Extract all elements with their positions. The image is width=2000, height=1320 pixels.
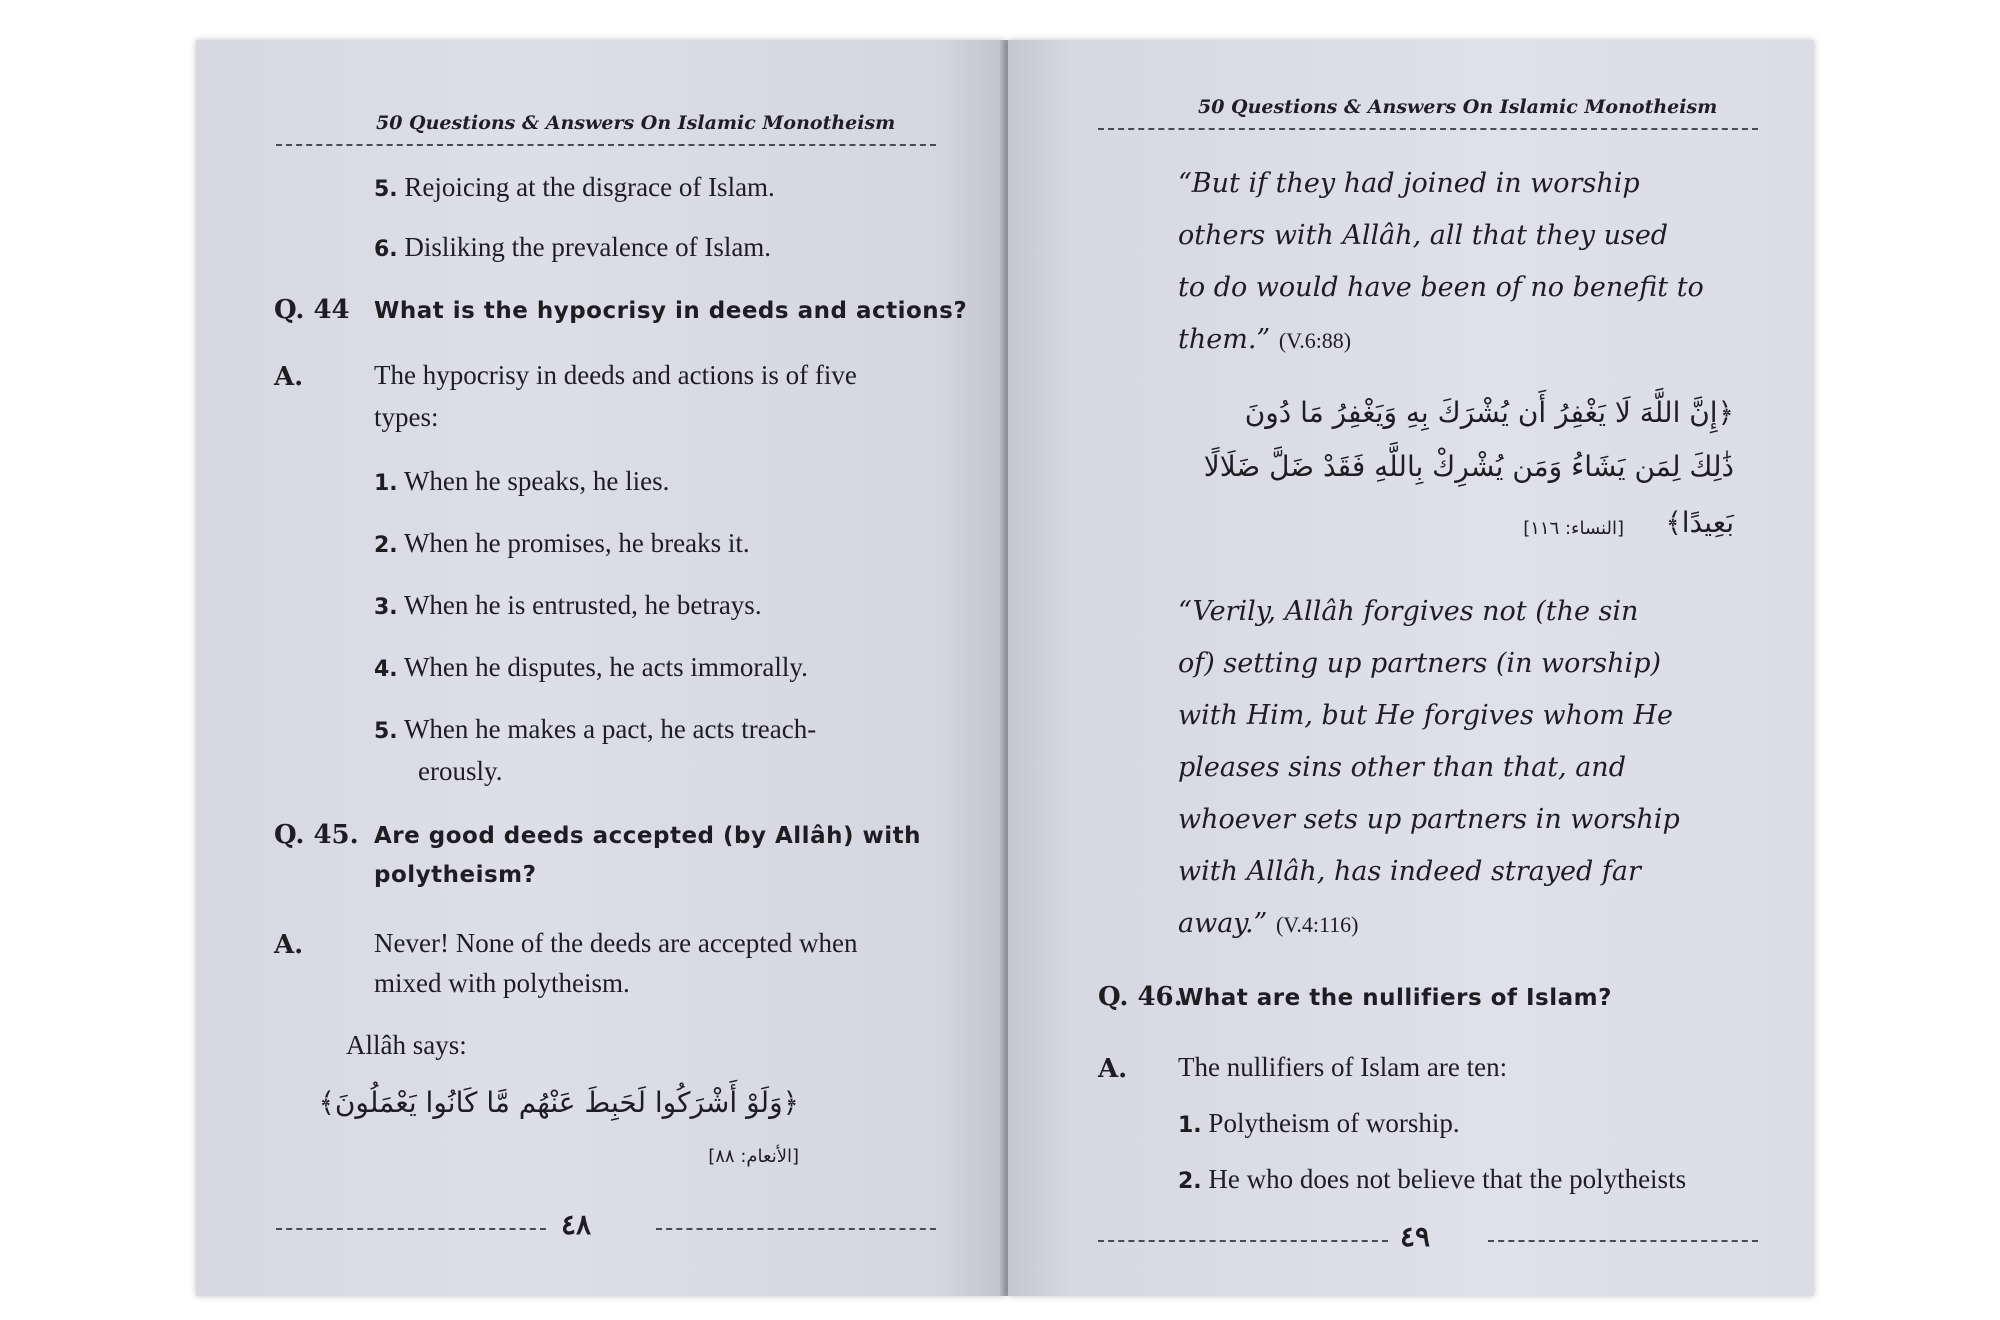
quote-text: them.” — [1178, 324, 1271, 355]
arabic-reference: [النساء: ١١٦] — [1523, 518, 1624, 539]
list-text: Disliking the prevalence of Islam. — [404, 232, 772, 262]
running-head-right: 50 Questions & Answers On Islamic Monotheism — [1198, 96, 1718, 118]
footer-rule-left — [276, 1228, 546, 1230]
header-rule-left — [276, 144, 936, 146]
answer-text: The hypocrisy in deeds and actions is of five — [374, 360, 857, 390]
list-text-continued: erously. — [418, 756, 503, 786]
quote-line: “But if they had joined in worship — [1178, 168, 1640, 199]
list-text: When he is entrusted, he betrays. — [403, 590, 762, 620]
arabic-reference: [الأنعام: ٨٨] — [708, 1146, 799, 1167]
question-text: What are the nullifiers of Islam? — [1178, 985, 1612, 1011]
list-text: He who does not believe that the polytheists — [1208, 1164, 1687, 1194]
quote-line: “Verily, Allâh forgives not (the sin — [1178, 596, 1639, 627]
footer-rule-left — [656, 1228, 936, 1230]
open-book — [196, 40, 1814, 1296]
arabic-verse: ذَٰلِكَ لِمَن يَشَاءُ وَمَن يُشْرِكْ بِاللَّهِ فَقَدْ ضَلَّ ضَلَالًا — [1203, 450, 1734, 483]
list-number: 1. — [374, 471, 398, 496]
list-number: 6. — [374, 237, 398, 262]
page-number-ornament: ٤٩ — [1400, 1220, 1431, 1253]
footer-rule-right — [1098, 1240, 1388, 1242]
quote-line: others with Allâh, all that they used — [1178, 220, 1669, 251]
answer-text: types: — [374, 402, 439, 432]
arabic-verse: ﴿وَلَوْ أَشْرَكُوا لَحَبِطَ عَنْهُم مَّا كَانُوا يَعْمَلُونَ﴾ — [318, 1086, 799, 1119]
question-text: Are good deeds accepted (by Allâh) with — [374, 823, 921, 849]
answer-label: A. — [274, 362, 304, 392]
right-page — [1008, 40, 1814, 1296]
answer-text: Never! None of the deeds are accepted when — [374, 928, 858, 958]
list-item — [374, 172, 775, 203]
verse-reference: (V.4:116) — [1275, 912, 1359, 937]
arabic-verse: ﴿إِنَّ اللَّهَ لَا يَغْفِرُ أَن يُشْرَكَ بِهِ وَيَغْفِرُ مَا دُونَ — [1244, 396, 1734, 429]
list-text: When he promises, he breaks it. — [403, 528, 750, 558]
list-item — [374, 466, 669, 497]
list-item — [374, 232, 771, 263]
verse-reference: (V.6:88) — [1278, 328, 1352, 353]
quote-intro: Allâh says: — [346, 1030, 467, 1060]
list-number: 5. — [374, 719, 398, 744]
header-rule-right — [1098, 128, 1758, 130]
question-label: Q. 45. — [274, 820, 359, 850]
left-page — [196, 40, 1004, 1296]
list-item — [374, 590, 762, 621]
list-text: Polytheism of worship. — [1208, 1108, 1460, 1138]
quote-line: with Allâh, has indeed strayed far — [1178, 856, 1641, 887]
list-item — [374, 528, 750, 559]
answer-label: A. — [274, 930, 304, 960]
running-head-left: 50 Questions & Answers On Islamic Monotheism — [376, 112, 896, 134]
list-text: When he disputes, he acts immorally. — [403, 652, 808, 682]
quote-line — [1178, 324, 1351, 355]
list-item — [374, 714, 816, 745]
list-text: When he makes a pact, he acts treach- — [403, 714, 817, 744]
list-number: 1. — [1178, 1113, 1202, 1138]
page-number-ornament: ٤٨ — [561, 1208, 592, 1241]
question-label: Q. 46. — [1098, 982, 1183, 1012]
quote-text: away.” — [1178, 908, 1268, 939]
quote-line — [1178, 908, 1358, 939]
quote-line: whoever sets up partners in worship — [1178, 804, 1680, 835]
list-number: 3. — [374, 595, 398, 620]
arabic-verse: بَعِيدًا﴾ — [1665, 506, 1734, 539]
question-text: polytheism? — [374, 862, 537, 888]
answer-text: mixed with polytheism. — [374, 968, 630, 998]
quote-line: to do would have been of no benefit to — [1178, 272, 1704, 303]
list-number: 4. — [374, 657, 398, 682]
list-item — [1178, 1108, 1460, 1139]
question-label: Q. 44 — [274, 295, 350, 325]
list-number: 2. — [374, 533, 398, 558]
question-text: What is the hypocrisy in deeds and actions? — [374, 298, 968, 324]
quote-line: pleases sins other than that, and — [1178, 752, 1626, 783]
list-number: 5. — [374, 177, 398, 202]
quote-line: of) setting up partners (in worship) — [1178, 648, 1662, 679]
list-item — [374, 652, 808, 683]
list-text: When he speaks, he lies. — [403, 466, 670, 496]
quote-line: with Him, but He forgives whom He — [1178, 700, 1673, 731]
footer-rule-right — [1488, 1240, 1758, 1242]
list-item — [1178, 1164, 1686, 1195]
list-number: 2. — [1178, 1169, 1202, 1194]
answer-text: The nullifiers of Islam are ten: — [1178, 1052, 1508, 1082]
list-text: Rejoicing at the disgrace of Islam. — [404, 172, 775, 202]
answer-label: A. — [1098, 1054, 1128, 1084]
